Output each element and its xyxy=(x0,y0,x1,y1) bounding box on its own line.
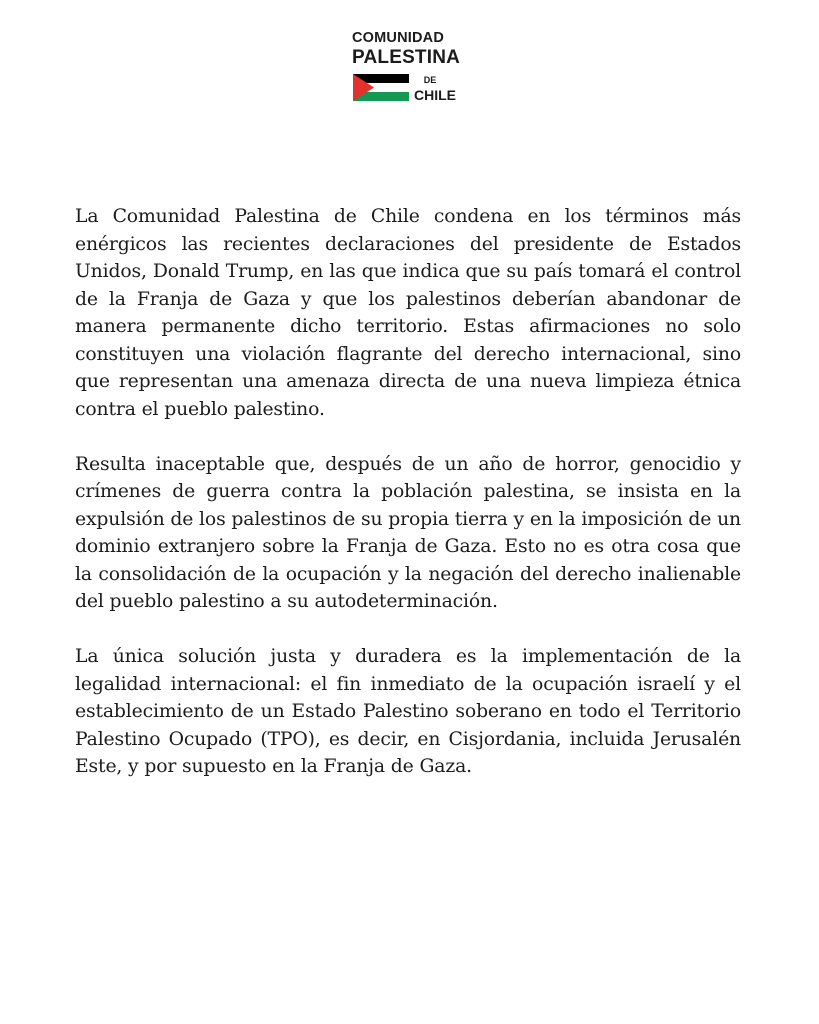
logo-text-comunidad: COMUNIDAD xyxy=(352,30,445,46)
organization-logo xyxy=(352,30,468,106)
logo-text-chile: CHILE xyxy=(414,87,456,103)
statement-paragraph-3: La única solución justa y duradera es la implementación de la legalidad internacional: el fin inmediato de la ocupación israelí y el establecimiento de un Estado Palestino soberano en todo el Territorio Palestino Ocupado (TPO), es decir, en Cisjordania, incluida Jerusalén Este, y por supuesto en la Franja de Gaza. xyxy=(75,646,741,777)
palestine-flag-icon xyxy=(353,74,409,101)
statement-paragraph-1: La Comunidad Palestina de Chile condena en los términos más enérgicos las recientes declaraciones del presidente de Estados Unidos, Donald Trump, en las que indica que su país tomará el control de la Franja de Gaza y que los palestinos deberían abandonar de manera permanente dicho territorio. Estas afirmaciones no solo constituyen una violación flagrante del derecho internacional, sino que representan una amenaza directa de una nueva limpieza étnica contra el pueblo palestino. xyxy=(75,206,741,420)
statement-paragraph-2: Resulta inaceptable que, después de un año de horror, genocidio y crímenes de guerra contra la población palestina, se insista en la expulsión de los palestinos de su propia tierra y en la imposición de un dominio extranjero sobre la Franja de Gaza. Esto no es otra cosa que la consolidación de la ocupación y la negación del derecho inalienable del pueblo palestino a su autodeterminación. xyxy=(75,453,741,612)
statement-body xyxy=(75,203,741,808)
logo-text-palestina: PALESTINA xyxy=(352,47,461,68)
logo-text-de: DE xyxy=(423,75,437,85)
